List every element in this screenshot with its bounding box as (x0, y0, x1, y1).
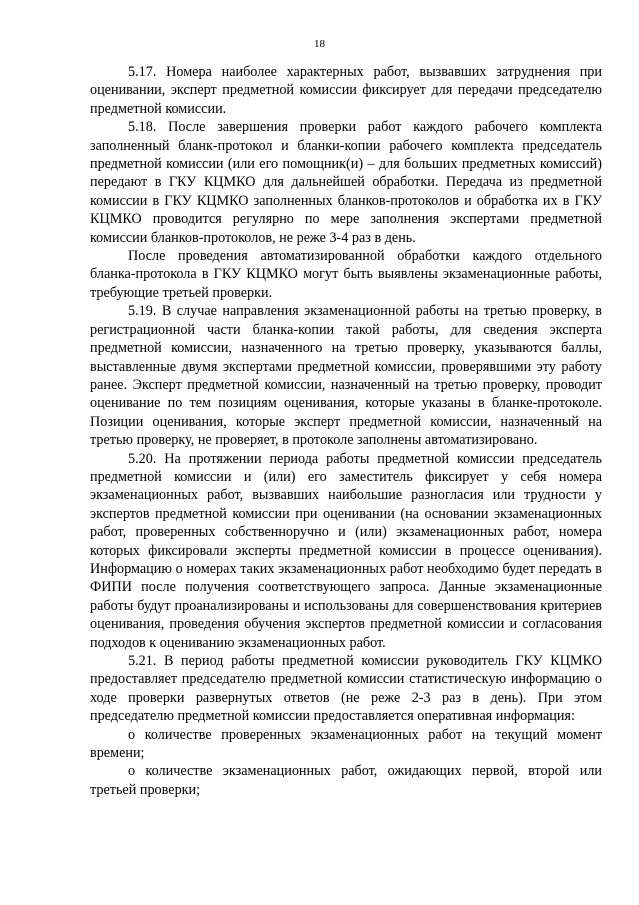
paragraph-after-processing: После проведения автоматизированной обработки каждого отдельного бланка-протокола в ГКУ КЦМКО могут быть выявлены экзаменационные работы, требующие третьей проверки. (90, 248, 602, 301)
paragraph-5-17: 5.17. Номера наиболее характерных работ, вызвавших затруднения при оценивании, эксперт предметной комиссии фиксирует для передачи председателю предметной комиссии. (90, 64, 602, 117)
paragraph-5-18: 5.18. После завершения проверки работ каждого рабочего комплекта заполненный бланк-протокол и бланки-копии рабочего комплекта председатель предметной комиссии (или его помощник(и) – для больших предметных комиссий) передают в ГКУ КЦМКО для дальнейшей обработки. Передача из предметной комиссии в ГКУ КЦМКО заполненных бланков-протоколов и обработка их в ГКУ КЦМКО проводится регулярно по мере заполнения экспертами предметной комиссии бланков-протоколов, не реже 3-4 раз в день. (90, 119, 602, 246)
document-body (90, 63, 602, 799)
paragraph-5-21: 5.21. В период работы предметной комиссии руководитель ГКУ КЦМКО предоставляет председателю предметной комиссии статистическую информацию о ходе проверки развернутых ответов (не реже 2-3 раз в день). При этом председателю предметной комиссии предоставляется оперативная информация: (90, 653, 602, 725)
list-item: о количестве экзаменационных работ, ожидающих первой, второй или третьей проверки; (90, 763, 602, 798)
page-number: 18 (314, 38, 325, 50)
list-item: о количестве проверенных экзаменационных работ на текущий момент времени; (90, 726, 602, 762)
paragraph-5-19: 5.19. В случае направления экзаменационной работы на третью проверку, в регистрационной части бланка-копии такой работы, для сведения эксперта предметной комиссии, назначенного на третью проверку, указываются баллы, выставленные двумя экспертами предметной комиссии, проверявшими эту работу ранее. Эксперт предметной комиссии, назначенный на третью проверку, проводит оценивание по тем позициям оценивания, которые указаны в бланке-протоколе. Позиции оценивания, которые эксперт предметной комиссии, назначенный на третью проверку, не проверяет, в протоколе заполнены автоматизировано. (90, 303, 602, 449)
paragraph-5-20: 5.20. На протяжении периода работы предметной комиссии председатель предметной комиссии и (или) его заместитель фиксирует у себя номера экзаменационных работ, вызвавших наибольшие разногласия или трудности у экспертов предметной комиссии при оценивании (на основании экзаменационных работ, проверенных собственноручно и (или) экзаменационных работ, номера которых фиксировали эксперты предметной комиссии в процессе оценивания). Информацию о номерах таких экзаменационных работ необходимо будет передать в ФИПИ после получения соответствующего запроса. Данные экзаменационные работы будут проанализированы и использованы для совершенствования критериев оценивания, проведения обучения экспертов предметной комиссии и согласования подходов к оцениванию экзаменационных работ. (90, 450, 602, 651)
